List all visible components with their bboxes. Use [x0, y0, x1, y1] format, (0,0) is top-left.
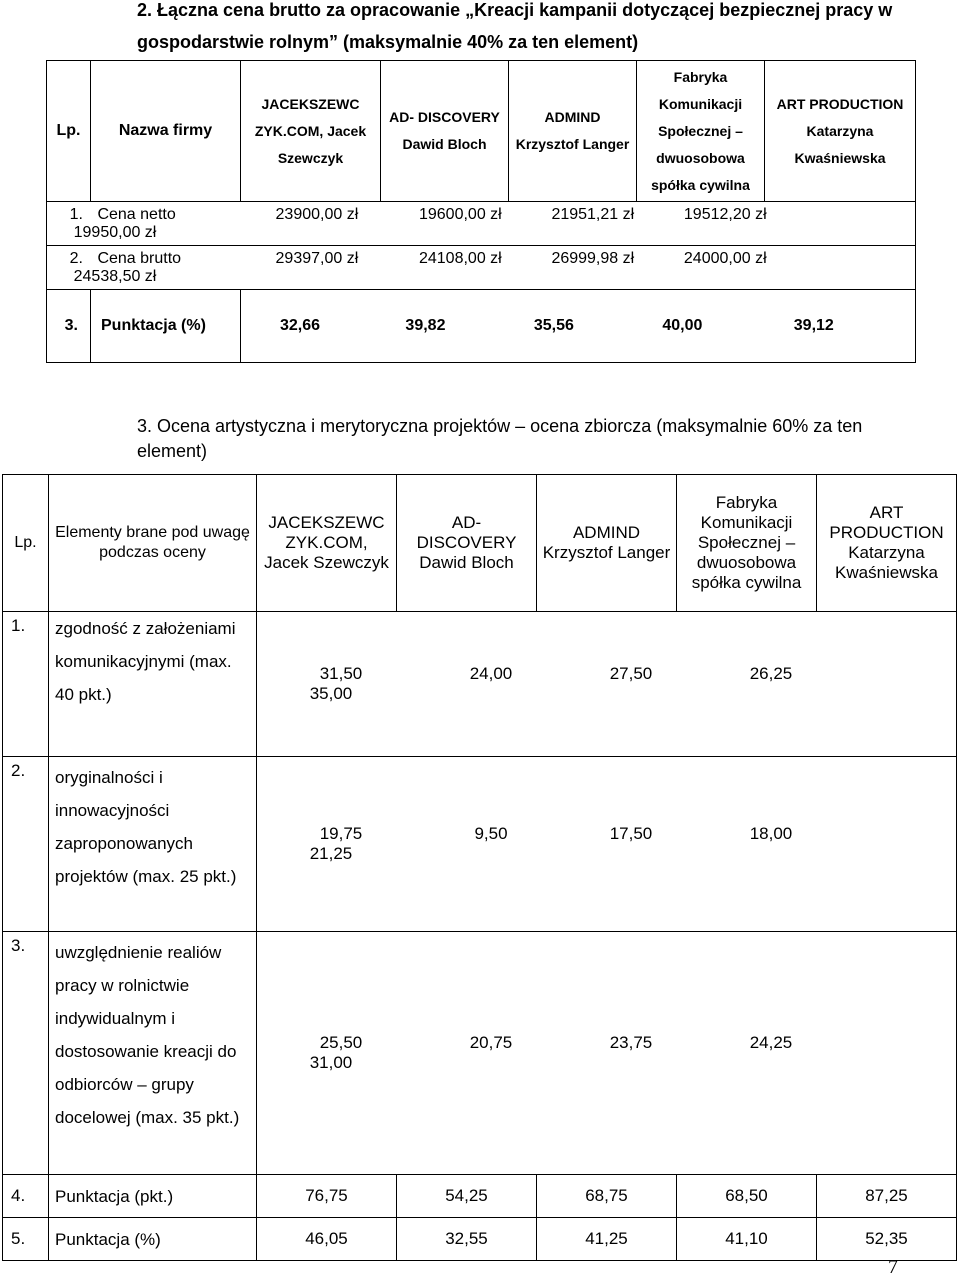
total-label: Punktacja (%)	[49, 1218, 257, 1261]
section-3-heading: 3. Ocena artystyczna i merytoryczna projektów – ocena zbiorcza (maksymalnie 60% za ten element)	[137, 416, 863, 461]
table-row	[3, 612, 957, 757]
cell-value: 76,75	[257, 1175, 397, 1218]
cell-value: 26999,98 zł	[551, 249, 635, 267]
cell-value: 41,25	[537, 1218, 677, 1261]
evaluation-table-header	[3, 475, 957, 612]
col-elements: Elementy brane pod uwagę podczas oceny	[49, 475, 257, 612]
price-table-header	[47, 61, 916, 202]
firm-header: ART PRODUCTION Katarzyna Kwaśniewska	[765, 61, 916, 202]
evaluation-table	[2, 474, 957, 1261]
cell-value: 19,75	[319, 824, 363, 843]
cell-value: 35,56	[533, 317, 574, 334]
row-no: 1.	[3, 612, 49, 757]
cell-value: 27,50	[609, 664, 653, 683]
cell-value: 24000,00 zł	[683, 249, 767, 267]
criterion-label: zgodność z założeniami komunikacyjnymi (max. 40 pkt.)	[49, 612, 257, 757]
criterion-label: oryginalności i innowacyjności zaproponowanych projektów (max. 25 pkt.)	[49, 757, 257, 932]
firm-header: ART PRODUCTION Katarzyna Kwaśniewska	[817, 475, 957, 612]
cell-value: 35,00	[309, 684, 353, 703]
cell-value: 39,82	[405, 317, 446, 334]
col-lp: Lp.	[3, 475, 49, 612]
cell-value: 31,50	[319, 664, 363, 683]
table-row	[3, 1175, 957, 1218]
firm-header: ADMIND Krzysztof Langer	[537, 475, 677, 612]
cell-value: 31,00	[309, 1053, 353, 1072]
criterion-scores	[257, 757, 957, 932]
firm-header: JACEKSZEWC ZYK.COM, Jacek Szewczyk	[241, 61, 381, 202]
firm-header: AD- DISCOVERY Dawid Bloch	[397, 475, 537, 612]
row-no: 3.	[47, 290, 91, 363]
firm-header: Fabryka Komunikacji Społecznej – dwuosobowa spółka cywilna	[677, 475, 817, 612]
cell-value: 19950,00 zł	[73, 223, 157, 241]
cell-value: 23900,00 zł	[275, 205, 359, 223]
section-2-heading: 2. Łączna cena brutto za opracowanie „Kreacji kampanii dotyczącej bezpiecznej pracy w gospodarstwie rolnym” (maksymalnie 40% za ten element)	[137, 0, 893, 52]
col-lp: Lp.	[47, 61, 91, 202]
row-label: Cena brutto	[97, 249, 182, 267]
row-punktacja-values	[241, 290, 916, 363]
table-row	[3, 1218, 957, 1261]
col-firm-name: Nazwa firmy	[91, 61, 241, 202]
cell-value: 19600,00 zł	[418, 205, 502, 223]
cell-value: 39,12	[793, 317, 834, 334]
cell-value: 24538,50 zł	[73, 267, 157, 285]
cell-value: 68,50	[677, 1175, 817, 1218]
row-no: 5.	[3, 1218, 49, 1261]
table-row	[47, 290, 916, 363]
row-label: Punktacja (%)	[91, 290, 241, 363]
cell-value: 9,50	[474, 824, 508, 843]
row-cena-netto	[47, 202, 916, 246]
table-row	[3, 932, 957, 1175]
cell-value: 20,75	[469, 1033, 513, 1052]
table-row	[47, 202, 916, 246]
cell-value: 19512,20 zł	[683, 205, 767, 223]
total-label: Punktacja (pkt.)	[49, 1175, 257, 1218]
cell-value: 46,05	[257, 1218, 397, 1261]
row-no: 1.	[69, 205, 83, 223]
cell-value: 21951,21 zł	[551, 205, 635, 223]
row-label: Cena netto	[97, 205, 176, 223]
price-table	[46, 60, 916, 363]
cell-value: 29397,00 zł	[275, 249, 359, 267]
cell-value: 24,00	[469, 664, 513, 683]
page-number: 7	[888, 1256, 898, 1278]
row-no: 4.	[3, 1175, 49, 1218]
firm-header: AD- DISCOVERY Dawid Bloch	[381, 61, 509, 202]
row-no: 3.	[3, 932, 49, 1175]
row-no: 2.	[3, 757, 49, 932]
row-cena-brutto	[47, 246, 916, 290]
cell-value: 24108,00 zł	[418, 249, 502, 267]
row-no: 2.	[69, 249, 83, 267]
table-row	[3, 757, 957, 932]
criterion-scores	[257, 612, 957, 757]
cell-value: 32,55	[397, 1218, 537, 1261]
cell-value: 17,50	[609, 824, 653, 843]
cell-value: 54,25	[397, 1175, 537, 1218]
cell-value: 26,25	[749, 664, 793, 683]
table-row	[47, 246, 916, 290]
cell-value: 68,75	[537, 1175, 677, 1218]
cell-value: 18,00	[749, 824, 793, 843]
cell-value: 87,25	[817, 1175, 957, 1218]
cell-value: 23,75	[609, 1033, 653, 1052]
criterion-label: uwzględnienie realiów pracy w rolnictwie indywidualnym i dostosowanie kreacji do odbiorców – grupy docelowej (max. 35 pkt.)	[49, 932, 257, 1175]
cell-value: 32,66	[279, 317, 321, 334]
criterion-scores	[257, 932, 957, 1175]
firm-header: Fabryka Komunikacji Społecznej – dwuosobowa spółka cywilna	[637, 61, 765, 202]
firm-header: JACEKSZEWC ZYK.COM, Jacek Szewczyk	[257, 475, 397, 612]
cell-value: 40,00	[662, 317, 703, 334]
cell-value: 25,50	[319, 1033, 363, 1052]
firm-header: ADMIND Krzysztof Langer	[509, 61, 637, 202]
cell-value: 52,35	[817, 1218, 957, 1261]
cell-value: 24,25	[749, 1033, 793, 1052]
cell-value: 21,25	[309, 844, 353, 863]
cell-value: 41,10	[677, 1218, 817, 1261]
